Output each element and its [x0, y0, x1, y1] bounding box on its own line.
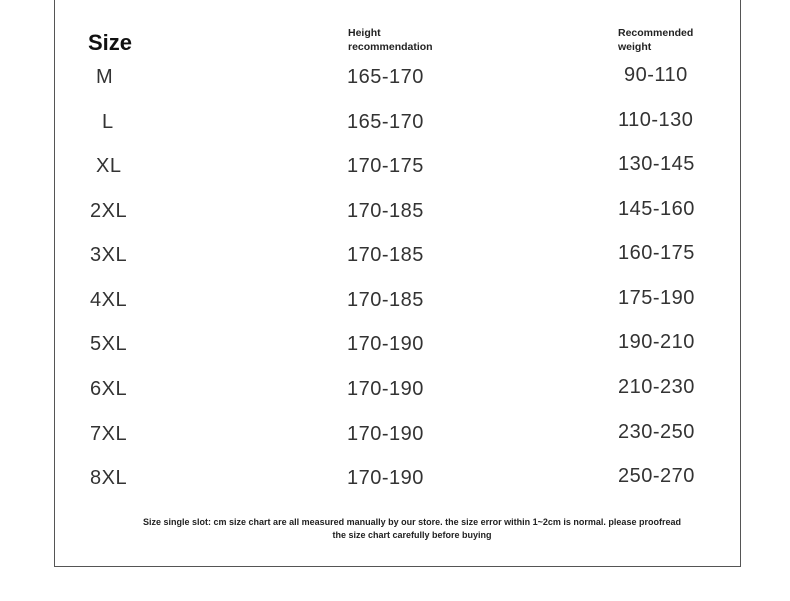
measurement-note: [120, 516, 704, 542]
size-cell: XL: [96, 155, 122, 177]
weight-header-line1: Recommended: [618, 27, 694, 39]
height-cell: 170-175: [347, 155, 424, 177]
height-header-line1: Height: [348, 27, 381, 39]
table-row: [0, 66, 790, 96]
table-row: [0, 378, 790, 408]
height-cell: 170-185: [347, 289, 424, 311]
size-cell: 2XL: [90, 200, 128, 222]
size-cell: M: [96, 66, 114, 88]
height-cell: 170-185: [347, 200, 424, 222]
height-cell: 165-170: [347, 66, 424, 88]
size-cell: 4XL: [90, 289, 128, 311]
table-row: [0, 289, 790, 319]
weight-cell: 90-110: [624, 64, 688, 86]
size-column-header: Size: [88, 30, 133, 55]
size-cell: 7XL: [90, 423, 128, 445]
height-cell: 170-190: [347, 378, 424, 400]
size-cell: L: [102, 111, 114, 133]
note-line1: Size single slot: cm size chart are all measured manually by our store. the size error within 1~2cm is normal. please proofread: [143, 517, 681, 527]
height-cell: 165-170: [347, 111, 424, 133]
weight-header-line2: weight: [618, 41, 652, 53]
table-row: [0, 200, 790, 230]
table-row: [0, 423, 790, 453]
size-cell: 3XL: [90, 244, 128, 266]
table-row: [0, 333, 790, 363]
height-column-header: [348, 26, 433, 54]
table-row: [0, 467, 790, 497]
height-cell: 170-190: [347, 423, 424, 445]
table-row: [0, 111, 790, 141]
weight-cell: 190-210: [618, 331, 695, 353]
weight-cell: 210-230: [618, 376, 695, 398]
weight-cell: 250-270: [618, 465, 695, 487]
height-cell: 170-185: [347, 244, 424, 266]
weight-cell: 230-250: [618, 421, 695, 443]
height-cell: 170-190: [347, 333, 424, 355]
weight-cell: 160-175: [618, 242, 695, 264]
weight-column-header: [618, 26, 693, 54]
table-row: [0, 244, 790, 274]
size-cell: 5XL: [90, 333, 128, 355]
size-cell: 6XL: [90, 378, 128, 400]
height-cell: 170-190: [347, 467, 424, 489]
note-line2: the size chart carefully before buying: [332, 530, 492, 540]
weight-cell: 130-145: [618, 153, 695, 175]
height-header-line2: recommendation: [348, 41, 433, 53]
weight-cell: 110-130: [618, 109, 694, 131]
size-cell: 8XL: [90, 467, 128, 489]
weight-cell: 175-190: [618, 287, 695, 309]
weight-cell: 145-160: [618, 198, 695, 220]
table-row: [0, 155, 790, 185]
